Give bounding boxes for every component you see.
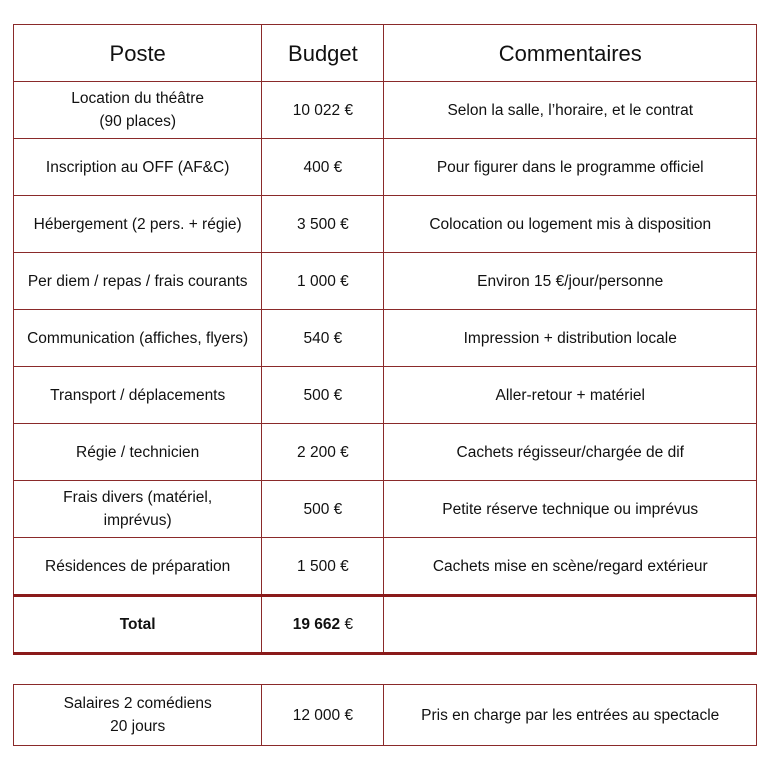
budget-table	[13, 24, 757, 655]
comment-cell: Aller-retour + matériel	[384, 367, 757, 424]
header-row	[14, 25, 757, 82]
budget-cell: 10 022 €	[262, 82, 384, 139]
poste-cell: Frais divers (matériel, imprévus)	[14, 481, 262, 538]
header-poste: Poste	[14, 25, 262, 82]
poste-cell: Location du théâtre (90 places)	[14, 82, 262, 139]
table-row	[14, 196, 757, 253]
comment-cell: Colocation ou logement mis à disposition	[384, 196, 757, 253]
budget-cell: 1 500 €	[262, 538, 384, 596]
poste-cell: Transport / déplacements	[14, 367, 262, 424]
total-amount-cell	[262, 596, 384, 654]
table-row	[14, 424, 757, 481]
budget-cell: 400 €	[262, 139, 384, 196]
budget-cell: 500 €	[262, 481, 384, 538]
poste-cell: Per diem / repas / frais courants	[14, 253, 262, 310]
poste-cell: Résidences de préparation	[14, 538, 262, 596]
salary-row	[14, 685, 757, 746]
salary-poste: Salaires 2 comédiens 20 jours	[14, 685, 262, 746]
total-comment	[384, 596, 757, 654]
budget-cell: 1 000 €	[262, 253, 384, 310]
comment-cell: Pour figurer dans le programme officiel	[384, 139, 757, 196]
comment-cell: Petite réserve technique ou imprévus	[384, 481, 757, 538]
comment-cell: Selon la salle, l’horaire, et le contrat	[384, 82, 757, 139]
salary-budget: 12 000 €	[262, 685, 384, 746]
budget-cell: 3 500 €	[262, 196, 384, 253]
comment-cell: Cachets mise en scène/regard extérieur	[384, 538, 757, 596]
table-row	[14, 82, 757, 139]
salary-comment: Pris en charge par les entrées au spectacle	[384, 685, 757, 746]
salary-table	[13, 684, 757, 746]
total-label: Total	[14, 596, 262, 654]
table-row	[14, 538, 757, 596]
total-amount: 19 662	[292, 616, 341, 633]
total-currency: €	[344, 616, 354, 633]
comment-cell: Cachets régisseur/chargée de dif	[384, 424, 757, 481]
comment-cell: Environ 15 €/jour/personne	[384, 253, 757, 310]
poste-cell: Hébergement (2 pers. + régie)	[14, 196, 262, 253]
poste-cell: Régie / technicien	[14, 424, 262, 481]
table-row	[14, 367, 757, 424]
table-row	[14, 253, 757, 310]
budget-cell: 2 200 €	[262, 424, 384, 481]
table-row	[14, 139, 757, 196]
table-row	[14, 310, 757, 367]
poste-cell: Inscription au OFF (AF&C)	[14, 139, 262, 196]
header-commentaires: Commentaires	[384, 25, 757, 82]
budget-cell: 540 €	[262, 310, 384, 367]
table-row	[14, 481, 757, 538]
header-budget: Budget	[262, 25, 384, 82]
total-row	[14, 596, 757, 654]
poste-cell: Communication (affiches, flyers)	[14, 310, 262, 367]
comment-cell: Impression + distribution locale	[384, 310, 757, 367]
budget-cell: 500 €	[262, 367, 384, 424]
